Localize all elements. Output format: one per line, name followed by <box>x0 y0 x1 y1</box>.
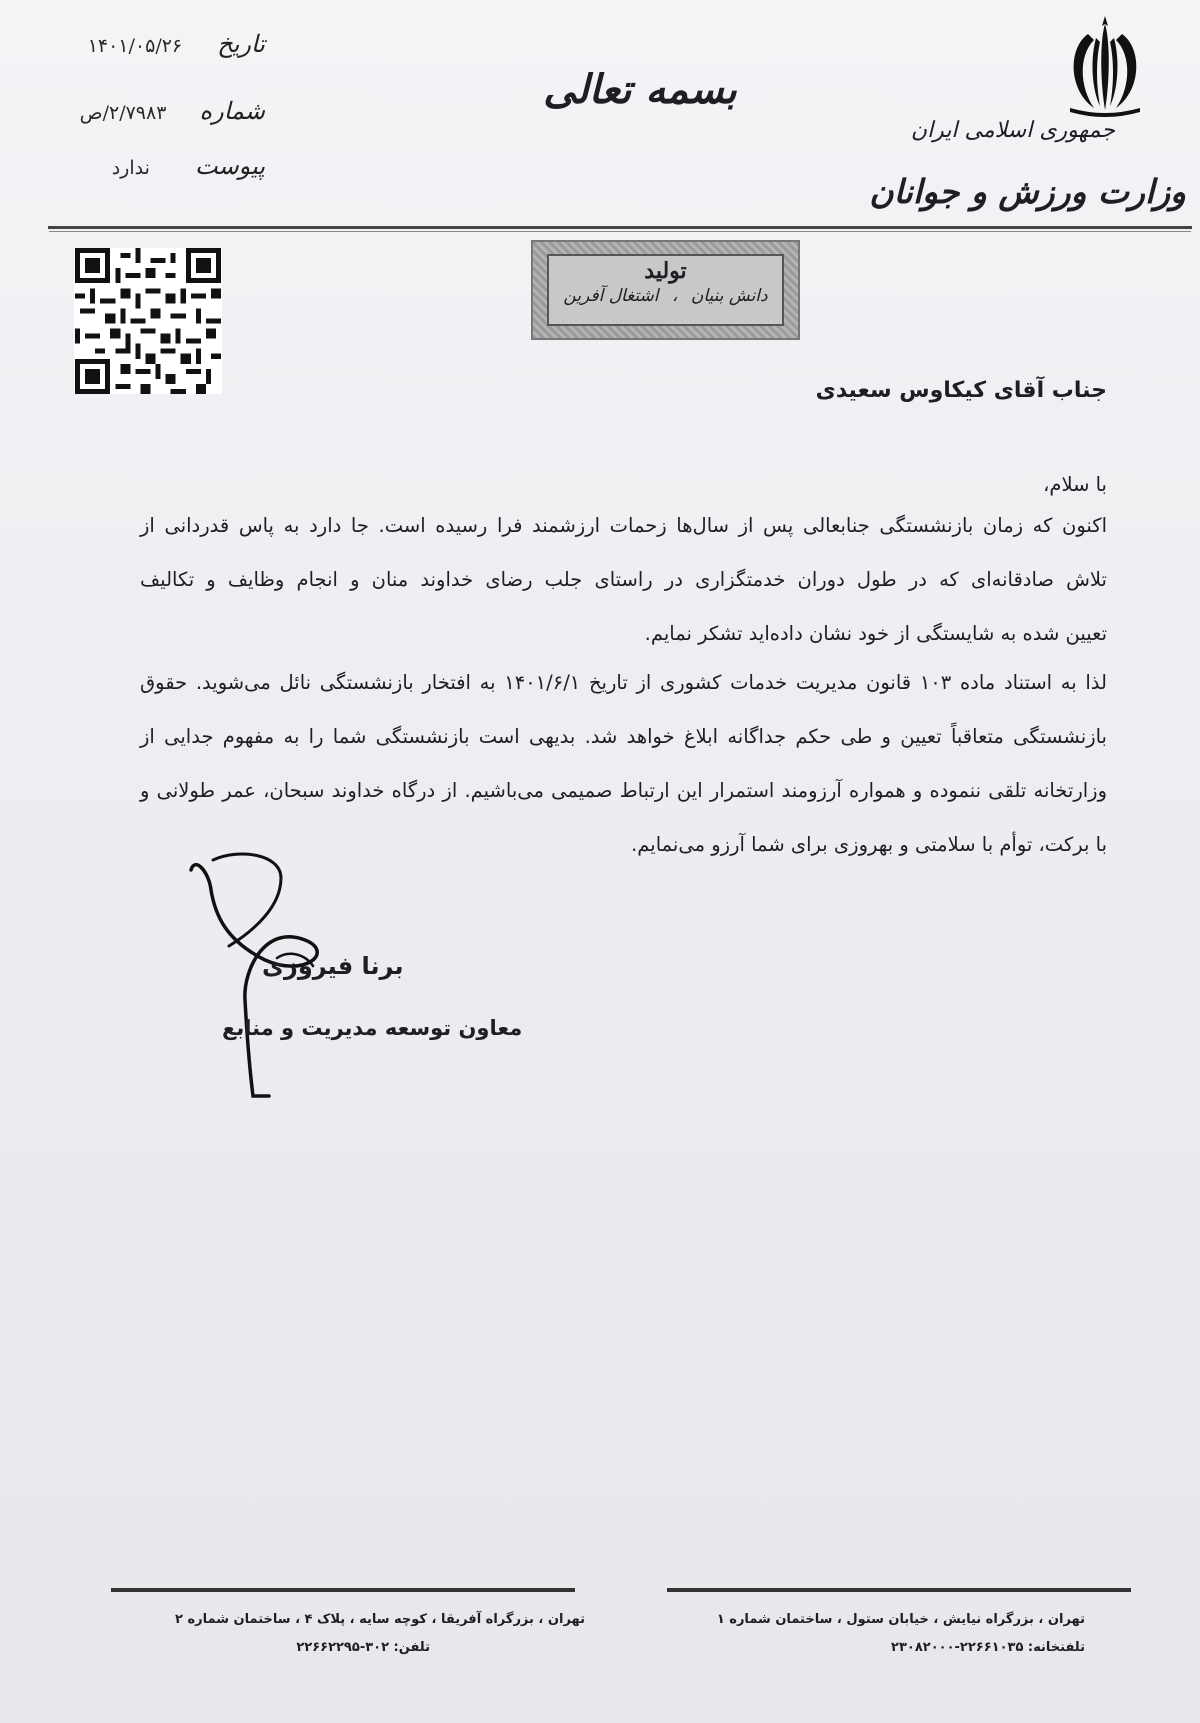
country-name: جمهوری اسلامی ایران <box>910 118 1115 143</box>
slogan-banner <box>531 240 800 340</box>
header-divider <box>48 226 1192 229</box>
date-value: ۱۴۰۱/۰۵/۲۶ <box>87 35 183 57</box>
handwritten-signature <box>185 850 405 1110</box>
bismillah-heading: بسمه تعالی <box>543 66 737 113</box>
qr-code-icon <box>74 248 222 394</box>
paragraph-line: بازنشستگی متعاقباً تعیین و طی حکم جداگانه ابلاغ خواهد شد. بدیهی است بازنشستگی شما را به مفهوم جدایی از <box>140 725 1107 748</box>
recipient-line: جناب آقای کیکاوس سعیدی <box>815 378 1107 403</box>
attachment-row <box>60 152 265 180</box>
paragraph-line: لذا به استناد ماده ۱۰۳ قانون مدیریت خدمات کشوری از تاریخ ۱۴۰۱/۶/۱ به افتخار بازنشستگی نائل می‌شوید. حقوق <box>140 671 1107 694</box>
slogan-inner: تولید دانش بنیان ، اشتغال آفرین <box>547 254 784 326</box>
slogan-subtitle-left: اشتغال آفرین <box>563 286 659 306</box>
paragraph-line: تعیین شده به شایستگی از خود نشان داده‌اید تشکر نمایم. <box>644 622 1107 645</box>
footer-right-address: تهران ، بزرگراه نیایش ، خیابان ستول ، ساختمان شماره ۱ <box>716 1612 1085 1627</box>
footer-right-phone: تلفنخانه: ۲۲۶۶۱۰۳۵-۲۳۰۸۲۰۰۰ <box>891 1640 1085 1655</box>
date-row <box>60 30 265 58</box>
footer-left-address: تهران ، بزرگراه آفریقا ، کوچه سایه ، پلاک ۴ ، ساختمان شماره ۲ <box>174 1612 585 1627</box>
paragraph-line: اکنون که زمان بازنشستگی جنابعالی پس از سال‌ها زحمات ارزشمند فرا رسیده است. جا دارد به پاس قدردانی از <box>140 514 1107 537</box>
slogan-subtitle-right: دانش بنیان <box>690 286 768 306</box>
ministry-name: وزارت ورزش و جوانان <box>869 172 1186 211</box>
footer-divider-right <box>667 1588 1131 1592</box>
footer-left-phone: تلفن: ۳۰۲-۲۲۶۶۲۲۹۵ <box>296 1640 430 1655</box>
footer-divider-left <box>111 1588 575 1592</box>
number-row <box>60 97 265 125</box>
number-value: ۲/۷۹۸۳/ص <box>79 102 167 124</box>
iran-emblem-icon <box>1050 10 1160 120</box>
attachment-value: ندارد <box>111 157 150 179</box>
paragraph-line: وزارتخانه تلقی ننموده و همواره آرزومند استمرار این ارتباط صمیمی می‌باشیم. از درگاه خداوند سبحان، عمر طولانی و <box>140 779 1107 802</box>
greeting: با سلام، <box>1043 473 1107 496</box>
paragraph-line: تلاش صادقانه‌ای که در طول دوران خدمتگزاری در راستای جلب رضای خداوند منان و انجام وظایف و تکالیف <box>140 568 1107 591</box>
paragraph-1 <box>140 511 1107 673</box>
number-label: شماره <box>199 97 265 125</box>
date-label: تاریخ <box>217 30 265 58</box>
slogan-title: تولید <box>644 258 687 284</box>
signer-name: برنا فیروزی <box>262 952 404 980</box>
attachment-label: پیوست <box>195 152 265 180</box>
paragraph-line: با برکت، توأم با سلامتی و بهروزی برای شما آرزو می‌نمایم. <box>631 833 1107 856</box>
signer-title: معاون توسعه مدیریت و منابع <box>222 1016 523 1040</box>
